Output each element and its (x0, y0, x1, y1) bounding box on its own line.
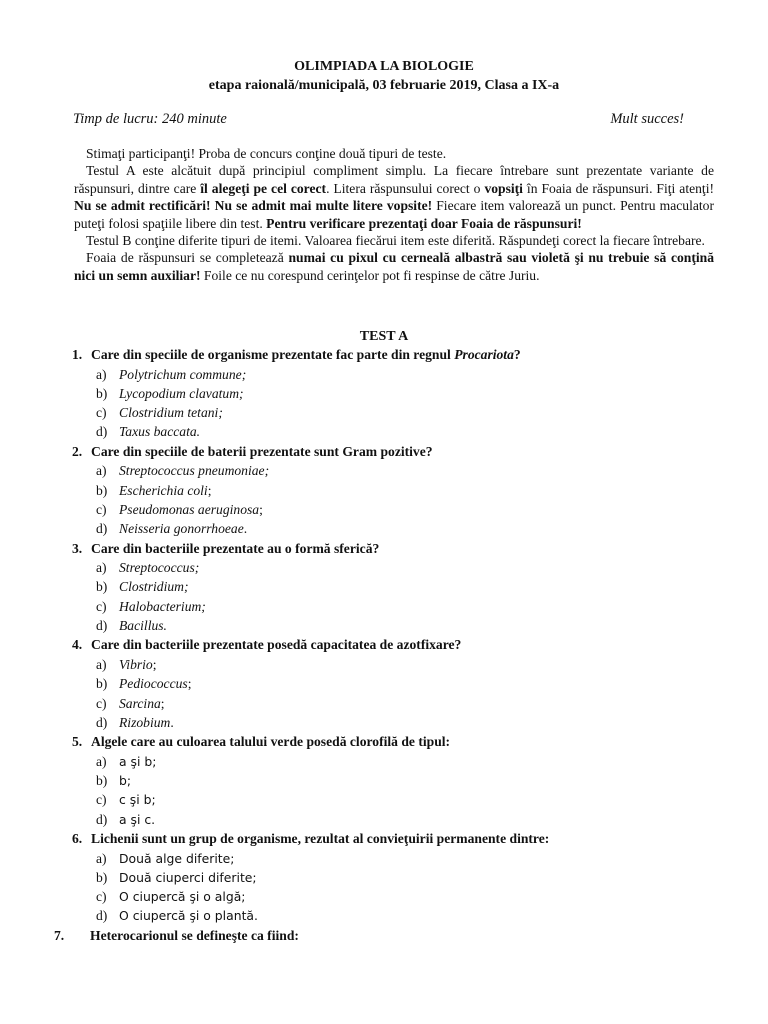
question-2: 2. Care din speciile de baterii prezentate sunt Gram pozitive? (72, 443, 433, 459)
time-label: Timp de lucru: 240 minute (73, 111, 227, 127)
option: a) Streptococcus pneumoniae; (96, 463, 270, 479)
option: c) Sarcina; (96, 695, 165, 711)
option: b) Escherichia coli; (96, 482, 212, 498)
option: b) Pediococcus; (96, 676, 192, 692)
option: d) Neisseria gonorrhoeae. (96, 521, 248, 537)
question-4: 4. Care din bacteriile prezentate posedă capacitatea de azotfixare? (72, 637, 462, 653)
option: b) Clostridium; (96, 579, 189, 595)
instructions-p4: Foaia de răspunsuri se completează numai cu pixul cu cerneală albastră sau violetă şi nu trebuie să conţină nici un semn auxiliar! Foile ce nu corespund cerinţelor pot fi respinse de către Juriu. (74, 250, 715, 283)
option: a) Streptococcus; (96, 560, 200, 576)
option: d) a şi c. (96, 811, 156, 827)
page-title: OLIMPIADA LA BIOLOGIE (294, 59, 474, 74)
option: c) Clostridium tetani; (96, 405, 223, 421)
option: b) Lycopodium clavatum; (96, 385, 244, 401)
question-3: 3. Care din bacteriile prezentate au o formă sferică? (72, 540, 380, 556)
option: c) Pseudomonas aeruginosa; (96, 501, 263, 517)
option: c) Halobacterium; (96, 598, 206, 614)
question-1: 1. Care din speciile de organisme prezentate fac parte din regnul Procariota? (72, 347, 521, 362)
question-6: 6. Lichenii sunt un grup de organisme, rezultat al convieţuirii permanente dintre: (72, 830, 550, 846)
option: a) a şi b; (96, 753, 157, 769)
option: d) Taxus baccata. (96, 424, 201, 440)
option: a) Polytrichum commune; (96, 366, 247, 382)
instructions (74, 145, 714, 284)
instructions-p1: Stimaţi participanţi! Proba de concurs conţine două tipuri de teste. (86, 146, 447, 161)
option: a) Vibrio; (96, 656, 157, 672)
option: b) Două ciuperci diferite; (96, 869, 257, 885)
question-5: 5. Algele care au culoarea talului verde posedă clorofilă de tipul: (72, 734, 451, 750)
good-luck-text: Mult succes! (610, 111, 684, 127)
option: c) c şi b; (96, 792, 156, 808)
instructions-p3: Testul B conţine diferite tipuri de itemi. Valoarea fiecărui item este diferită. Răspundeţi corect la fiecare întrebare. (86, 233, 705, 249)
option: c) O ciupercă şi o algă; (96, 889, 246, 905)
instructions-p2: Testul A este alcătuit după principiul compliment simplu. La fiecare întrebare sunt prezentate variante de răspunsuri, dintre care îl alegeţi pe cel corect. Litera răspunsului corect o vopsiţi în Foaia de răspunsuri. Fiţi atenţi! Nu se admit rectificări! Nu se admit mai multe litere vopsite! Fiecare item valorează un punct. Pentru maculator puteţi folosi spaţiile libere din test. Pentru verificare prezentaţi doar Foaia de răspunsuri! (74, 163, 715, 231)
option: b) b; (96, 773, 132, 789)
option: d) O ciupercă şi o plantă. (96, 908, 258, 924)
question-list (0, 345, 768, 945)
page-subtitle: etapa raională/municipală, 03 februarie 2019, Clasa a IX-a (208, 78, 560, 93)
question-7: 7. Heterocarionul se defineşte ca fiind: (54, 927, 299, 943)
option: d) Bacillus. (96, 618, 167, 634)
option: d) Rizobium. (96, 714, 174, 730)
option: a) Două alge diferite; (96, 850, 235, 866)
section-title: TEST A (359, 329, 409, 344)
